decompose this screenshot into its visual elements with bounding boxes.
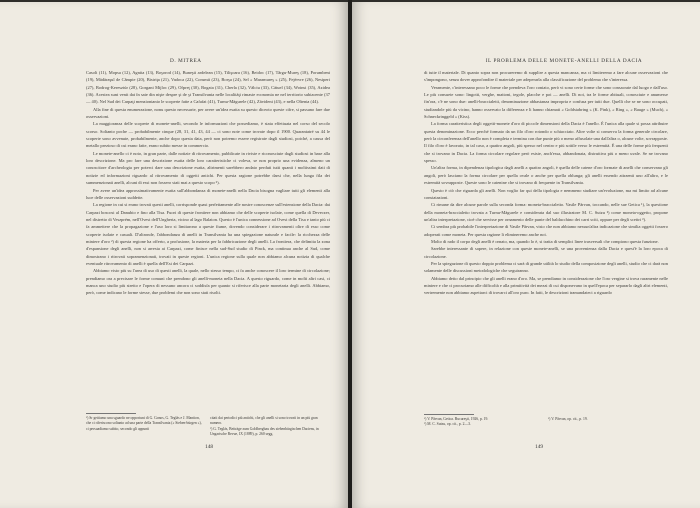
footnote: ¹) V. Pârvan, Getica. Bucureşti, 1926, p. 19. [424, 417, 489, 421]
paragraph: Le monete-anello ci è noto, in gran parte, dalle notizie di ritrovamento, pubblicate in riviste e riconosciute dagli studiosi in base alla loro descrizione. Ma pro fare una descrizione esatta delle loro caratteristiche ci voleva, se non proprio una evidenza, almeno un conoscitore d'archeologia per poterci dare una descrizione esatta, altrimenti sarebbero andato perduti tutti quanti i moltissimi dati di notizie ed informazioni riguardo al ritrovamento di oggetti antichi. Per questa ragione potrebbe darsi che, nella lunga fila dei summenzionati anelli, alcuni di essi non fossero stati mai a questo scopo ³). [86, 150, 330, 186]
left-page [0, 2, 348, 508]
right-page [352, 2, 700, 508]
paragraph: Un'altra forma, in dipendenza tipologica dagli anelli a quattro angoli, è quella delle catene d'oro formate di anelli che conservano gli angoli, però lasciano la forma circolare per quella ovale o anche per quella oblunga; gli anelli essendo attraenti uno all'altro, e le estremità sovrapposte. Queste sono le catenine che si trovano di frequente in Transilvania. [424, 165, 668, 186]
footnote: ¹) Sr gettiamo una sguardo ne opportuni di G. Gonos, G. Teglás e J. Mantion, che ci riferiscono soltanto ad una parte della Transilvania (« Sieben-bürgen »), ci persuadiamo subito, secondo gli appunti [86, 416, 202, 431]
footnote: citati dai periodici più antichi, che gli anelli si sono trovati in un più gran numero. [210, 416, 318, 426]
footnote: ²) M. C. Sutzu, op. cit., p. 2—3. [424, 422, 471, 427]
page-number: 148 [205, 444, 214, 450]
paragraph: Per avere un'idea approssimativamente esatta sull'abbondanza di monete-anelli nella Dacia bisogna vagliare tutti gli elementi alla luce delle osservazioni suddette. [86, 187, 330, 200]
footnote-column [86, 416, 204, 432]
paragraph: Ci sembra più probabile l'interpretazione di Vasile Pârvan, visto che non abbiamo nessun'altra indicazione che similia oggetti fossero adoperati come moneta. Per questa ragione li elimineremo anche noi. [424, 224, 668, 237]
paragraph: La maggioranza delle scoperte di monete-anelli, secondo le informazioni che possediamo, è stata effettuata nel corso del secolo scorso. Soltanto poche — probabilmente cinque (28, 31, 41, 43, 44 — ci sono note come trovate dopo il 1900. Quarantatré su 44 le scoperte sono avvenute, probabilmente, anche dopo questa data, però non potremo essere registrate dagli studiosi, poiché, a causa del metallo prezioso di cui erano fatte, erano subito messe in commercio. [86, 121, 330, 149]
paragraph: La forma caratteristica degli oggetti-monete d'oro di piccole dimensioni della Dacia è l'anello. È l'unica alla quale si possa attribuire questa denominazione. Ecco perché formato da un filo d'oro rotondo o schiacciato. Altre volte si conserva la forma generale circolare, però la circonferenza dell'anello non è completa e termina con due punte più o meno affusolate una dall'altra o, alcune volte, sovrapposte. Il filo d'oro è lavorato, in tal caso, a quattro angoli, più spesso nel centro e più sottile verso le estremità. È una delle forme più frequenti che si trovano in Dacia. La forma circolare regolare però esiste, anch'essa, abbandonata, distruttiva più o meno uvale. Se ne trovano spesso. [424, 121, 669, 164]
footnote-rule [86, 413, 136, 414]
paragraph: Veramente, c'interessano poco le forme che prendeva l'oro coniato, però vi sono certe forme che sono consacrate dal luogo e dall'uso. Le più consuete sono: lingotti, verghe, mattoni, tegole, placche e poi — anelli. Di noi, tra le forme abituali, conosciute e anumesse fin'ora, c'è ne sono due: anelli-braccialetti, denominazione abbastanza impropria e confusa per tutti due. Quelli che se ne sono occupati, studiandole più da vicino, hanno osservato la differenza e li hanno chiamati « Goldstabring » (K. Pink), « Ring », « Bauge » (Much), « Schneckringgeld » (Kiss). [424, 84, 668, 120]
footnotes [424, 417, 668, 428]
paragraph: Questo è ciò che riguarda gli anelli. Non voglio far qui della tipologia e nemmeno studiare un'evoluzione, ma mi limito ad alcune constatazioni. [424, 187, 668, 200]
footnotes [86, 416, 330, 438]
footnote: ²) G. Teglás, Beiträge zum Goldbergbau des siebenbürgischen Daciens, in Ungarische Revue, IX (1889), p. 260 segg. [210, 426, 319, 437]
running-head: IL PROBLEMA DELLE MONETE-ANELLI DELLA DACIA [485, 58, 643, 64]
paragraph: Casoli (11), Mopsa (12), Agnita (13), Boşorod (14), Buneşti ardelean (15), Tilişoara (16), Beidoc (17), Târgu-Mureş (18), Porumbeni (19), Mădăraşul de Câmpie (20), Bistriţa (21), Vadoca (22), Corumii (23), Borşa (24), Sel « Maramureş » (25), Fejérvre (26), Nesiperi (27), Bodrog-Keresztúr (28), Gorgani Mijloc (29), Ofpreţ (30), Bogata (31), Cherla (32), Vălciu (33), Cătuel (34), Woinsi (35), Azidea (36). Acestea sunt venit dat în sate din nişte despre şi de şt Transilvania nelle localităţi rimaste economia ne nel territorio subiacente (37 — 40). Nel Sud dei Carpaţi menzionianio le scoperte fatte a Cafafat (41), Turnu-Măgurele (42), Zăvideni (43), e nella Oltenia (44). [86, 70, 330, 105]
paragraph: Abbiamo visto più su l'area di uso di questi anelli, la quale, nello stesso tempo, ci fa anche conoscere il loro termine di circolazione; prendiamo ora a precisare le forme comuni che prendono gli anelli-moneta nella Dacia. A questo riguardo, come in molti altri casi, ci manca uno studio più stretto e l'opera di nessuno ancora ci soddisfa per quanto si riferisce alla parte monetaria degli anelli. Abbiamo, però, come indicano le forme stesse, due problemi che non sono stati risolti. [86, 268, 330, 296]
paragraph: Per la spiegazione di questo doppio problema ci sarà di grande utilità lo studio della composizione degli anelli, studio che ci darà non solamente delle discussioni metodologiche che seguiranno. [424, 260, 668, 274]
paragraph: Sarebbe interessante di sapere, in relazione con queste monete-anelli, se una provenienza dalla Dacia e quest'è la loro epoca di circolazione. [424, 246, 668, 259]
paragraph: di tutte il materiale. Di quanto sopra non procureremo di supplire a questa mancanza, ma ci limiteremo a fare alcune osservazioni che s'impongono, senza dover approfondire il materiale per adeperarla alla classificazione del problema che s'interessa. [424, 70, 668, 83]
paragraph: La regione in cui si erano trovati questi anelli, corrisponde quasi perfettamente alle nostre conoscenze sull'estensione della Dacia: dai Carpazi boscosi al Danubio e fino alla Tisa. Fuori di queste frontiere non abbiamo che delle scoperte isolate, come quella di Deveczer, nel distretto di Veszprém, nell'Ovest dell'Ungheria, vicino al lago Balaton. Questo è l'unica connessione ad Ovest della Tisa e tanto più ci fa ammettere che la propagazione e l'uso loro si limitarono a queste fiume, dovendo considerare i ritrovamenti oltre di esso come scoperte isolate e casuali. D'altronde, l'abbondanza di anelli in Transilvania ha una spiegazione naturale e facile: la ricchezza delle miniere d'oro ²) di questa regione ha offerto, a profusione, la materia per la fabbricazione degli anelli. La frontiera, che delimita la zona d'espansione degli anelli, non si arresta ai Carpazi, come finisce nella sud-Sud studio di Pinck, ma continua anche al Sud, come dimostrano i ritrovati sopramenzionati, trovati in queste regioni. L'unica regione sulla quale non abbiamo alcuna notizia di qualche eventuale ritrovamento di anelli è quella dell'Est dei Carpazi. [86, 202, 330, 266]
body-text [424, 69, 668, 297]
page-number: 149 [535, 444, 544, 450]
footnote-column [210, 416, 328, 438]
running-head: D. MITREA [170, 58, 202, 64]
paragraph: Abbiamo detto dal principio che gli anelli erano d'oro. Ma, se prendiamo in considerazione che l'oro vergine si trova raramente nelle miniere e che ci procuriamo alle difficoltà e alla primitività dei mezzi di cui disponevano in quell'epoca per separarlo dagli altri elementi, vertremente non abbiamo aspettarci di trovarci all'oro puro. In fatti, le descrizioni tramandateci a riguardo [424, 275, 668, 296]
footnote: ³) V. Pârvan, op. cit., p. 19. [548, 417, 588, 421]
body-text [86, 69, 330, 297]
paragraph: Alla fine di questa enumerazione, nonu questo necessarie, per avere un'idea esatta su questo diceoto queste cifre, si passano fare due osservazioni. [86, 106, 330, 120]
paragraph: Molto di rado il corpo degli anelli è ornato, ma, quando lo è, si tratta di semplici linee trasversali che compiono questa funzione. [431, 238, 659, 244]
footnote-rule [424, 414, 474, 415]
footnote-column [548, 417, 666, 422]
footnote-column [424, 417, 542, 428]
paragraph: Ci rimane da dire alcune parole sulla seconda forma: moneta-braccialetto. Vasile Pârvan, toccando, nelle sue Getica ¹), la questione della moneta-braccialetto trovata a Turnu-Măgurele e considerata dal suo illustratore M. C. Sutzu ²) come moneta-oggetto, propone un'altra interpretazione, cioè che servisse per ornamento delle punte del baldacchino dei carri sciti, oppure per degli scettri ³). [424, 202, 668, 222]
